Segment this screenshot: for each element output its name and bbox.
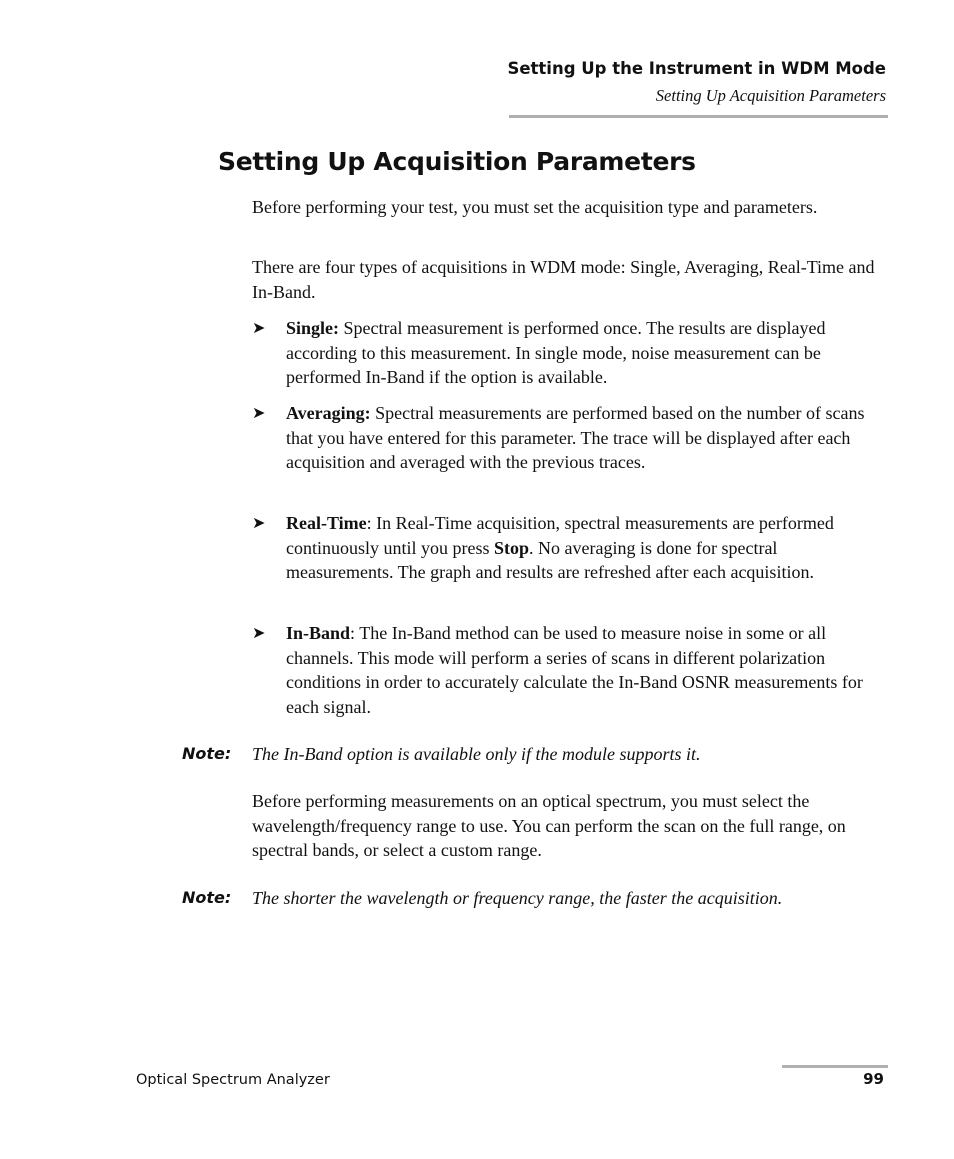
note-in-band-option bbox=[182, 742, 888, 767]
bullet-description: Spectral measurement is performed once. The results are displayed according to this measurement. In single mode, noise measurement can be performed In-Band if the option is available. bbox=[286, 318, 826, 388]
bullet-arrow-icon: ➤ bbox=[252, 405, 266, 422]
note-label: Note: bbox=[182, 888, 232, 907]
bullet-description: : The In-Band method can be used to measure noise in some or all channels. This mode will perform a series of scans in different polarization conditions in order to accurately calculate the In-Band OSNR measurements for each signal. bbox=[286, 623, 863, 717]
bullet-description-continued: . No averaging is done for spectral measurements. The graph and results are refreshed after each acquisition. bbox=[286, 537, 814, 583]
bullet-term: Single: bbox=[286, 318, 340, 338]
bullet-term: Real-Time bbox=[286, 513, 367, 533]
footer-product-name: Optical Spectrum Analyzer bbox=[136, 1072, 330, 1088]
note-label: Note: bbox=[182, 744, 232, 763]
page-title: Setting Up Acquisition Parameters bbox=[218, 147, 696, 176]
note-range bbox=[182, 886, 888, 911]
intro-paragraph-1: Before performing your test, you must set the acquisition type and parameters. bbox=[252, 197, 818, 217]
intro-paragraph-2: There are four types of acquisitions in WDM mode: Single, Averaging, Real-Time and In-Band. bbox=[252, 257, 875, 302]
header-rule bbox=[509, 115, 888, 118]
bullet-arrow-icon: ➤ bbox=[252, 515, 266, 532]
bullet-arrow-icon: ➤ bbox=[252, 320, 266, 337]
bullet-term: Averaging: bbox=[286, 403, 371, 423]
note-text: The shorter the wavelength or frequency range, the faster the acquisition. bbox=[252, 888, 783, 908]
bullet-term: In-Band bbox=[286, 623, 351, 643]
bullet-text bbox=[286, 316, 888, 390]
bullet-text bbox=[286, 511, 888, 585]
stop-keyword: Stop bbox=[494, 537, 530, 558]
running-header-section-title: Setting Up Acquisition Parameters bbox=[655, 86, 886, 105]
bullet-text bbox=[286, 401, 888, 475]
bullet-single bbox=[252, 316, 888, 390]
page-number: 99 bbox=[863, 1070, 884, 1088]
bullet-averaging bbox=[252, 401, 888, 475]
bullet-in-band bbox=[252, 621, 888, 719]
footer-rule bbox=[782, 1065, 888, 1068]
running-header bbox=[466, 57, 886, 107]
bullet-real-time bbox=[252, 511, 888, 585]
bullet-description: Spectral measurements are performed based on the number of scans that you have entered for this parameter. The trace will be displayed after each acquisition and averaged with the previous traces. bbox=[286, 403, 865, 473]
range-paragraph: Before performing measurements on an optical spectrum, you must select the wavelength/frequency range to use. You can perform the scan on the full range, on spectral bands, or select a custom range. bbox=[252, 791, 846, 861]
bullet-description: : In Real-Time acquisition, spectral measurements are performed continuously until you press bbox=[286, 513, 834, 558]
bullet-text bbox=[286, 621, 888, 719]
bullet-arrow-icon: ➤ bbox=[252, 625, 266, 642]
running-header-chapter-title: Setting Up the Instrument in WDM Mode bbox=[507, 59, 886, 78]
note-text: The In-Band option is available only if the module supports it. bbox=[252, 744, 701, 764]
